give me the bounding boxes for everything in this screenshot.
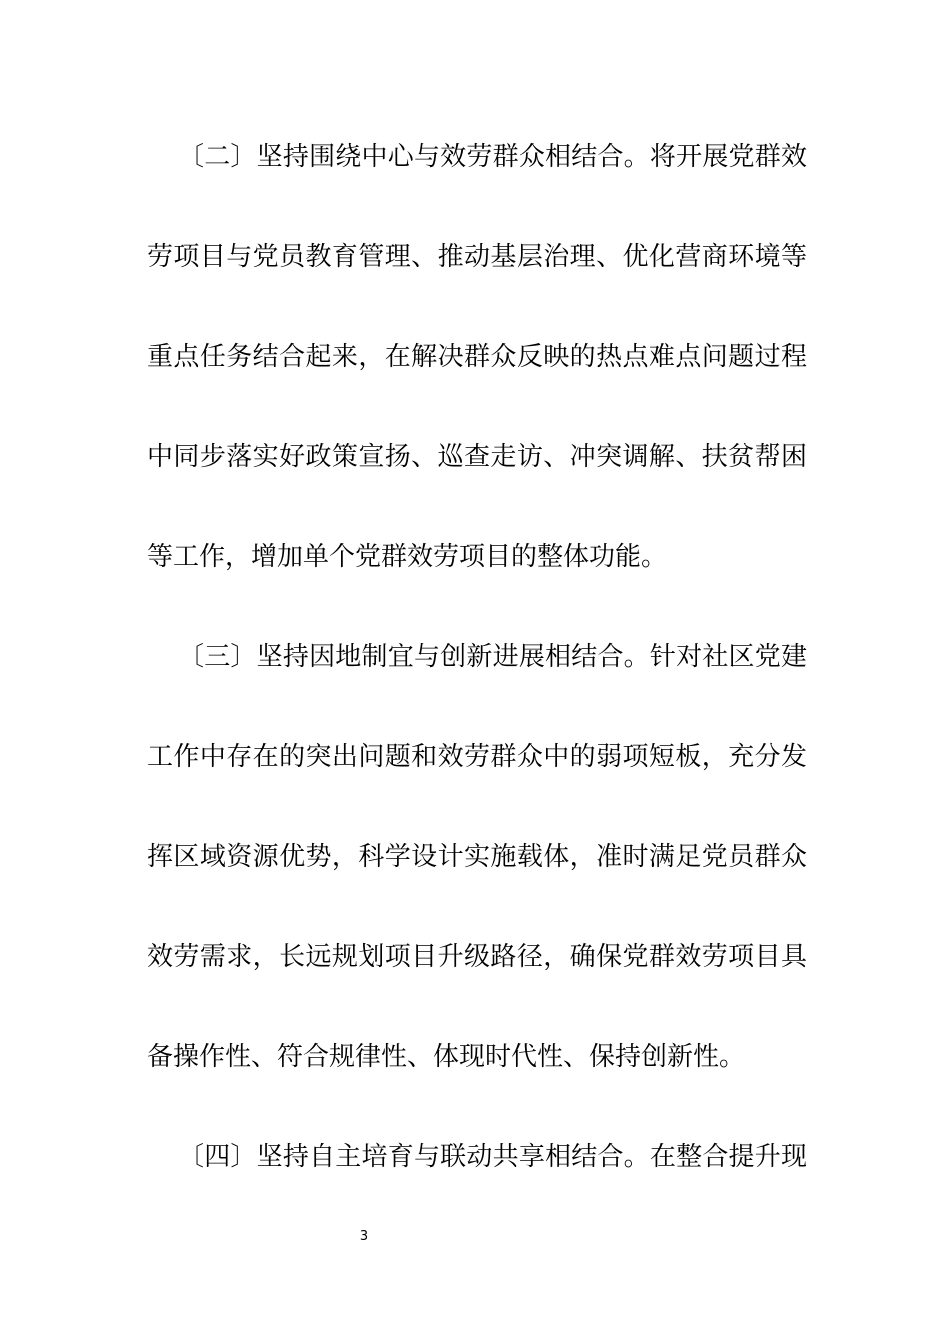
paragraph-2-line-4: 中同步落实好政策宣扬、巡查走访、冲突调解、扶贫帮困 (147, 442, 807, 472)
paragraph-3-line-1: 〔三〕坚持因地制宜与创新进展相结合。针对社区党建 (178, 642, 807, 672)
paragraph-3-line-2: 工作中存在的突出问题和效劳群众中的弱项短板，充分发 (147, 742, 807, 772)
page-number: 3 (359, 1229, 369, 1244)
paragraph-3-line-3: 挥区域资源优势，科学设计实施载体，准时满足党员群众 (147, 842, 807, 872)
paragraph-2-line-2: 劳项目与党员教育管理、推动基层治理、优化营商环境等 (147, 242, 807, 272)
paragraph-3-line-5: 备操作性、符合规律性、体现时代性、保持创新性。 (147, 1042, 746, 1072)
paragraph-4-line-1: 〔四〕坚持自主培育与联动共享相结合。在整合提升现 (178, 1142, 807, 1172)
paragraph-2-line-3: 重点任务结合起来，在解决群众反映的热点难点问题过程 (147, 342, 807, 372)
paragraph-2-line-5: 等工作，增加单个党群效劳项目的整体功能。 (147, 542, 668, 572)
paragraph-2-line-1: 〔二〕坚持围绕中心与效劳群众相结合。将开展党群效 (178, 142, 807, 172)
paragraph-3-line-4: 效劳需求，长远规划项目升级路径，确保党群效劳项目具 (147, 942, 807, 972)
